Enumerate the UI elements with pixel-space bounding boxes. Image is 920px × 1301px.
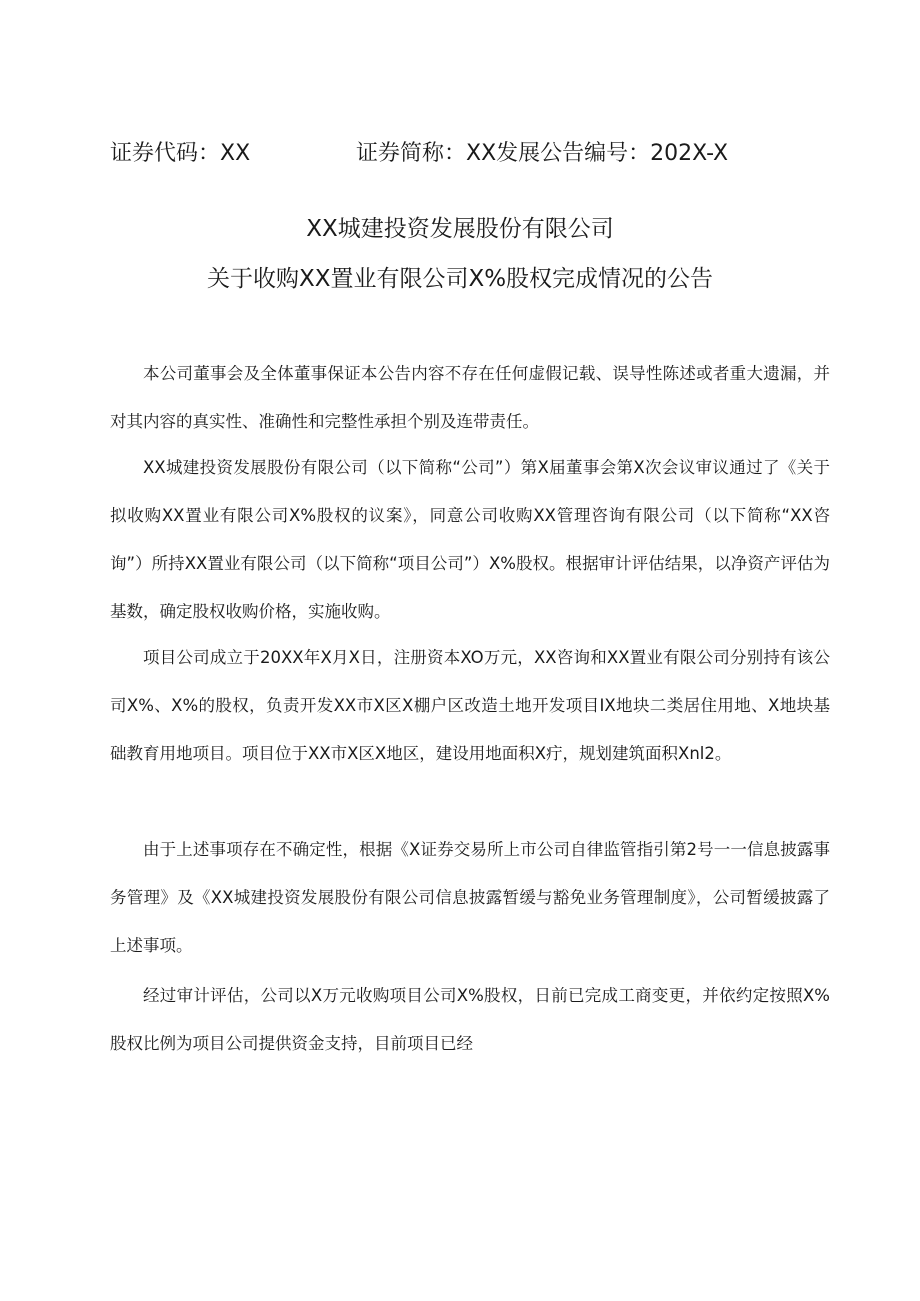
paragraph-deferred-disclosure: 由于上述事项存在不确定性，根据《X证券交易所上市公司自律监管指引第2号一一信息披露事务管理》及《XX城建投资发展股份有限公司信息披露暂缓与豁免业务管理制度》，公司暂缓披露了上述事项。 [110, 840, 830, 955]
paragraph-board-statement: 本公司董事会及全体董事保证本公告内容不存在任何虚假记载、误导性陈述或者重大遗漏，并对其内容的真实性、准确性和完整性承担个别及连带责任。 [110, 364, 830, 431]
company-name-title: XX城建投资发展股份有限公司 [306, 216, 614, 242]
paragraph-acquisition-progress: 经过审计评估，公司以X万元收购项目公司X%股权，日前已完成工商变更，并依约定按照X%股权比例为项目公司提供资金支持，目前项目已经 [110, 986, 830, 1053]
paragraph-board-resolution: XX城建投资发展股份有限公司（以下简称“公司”）第X届董事会第X次会议审议通过了《关于拟收购XX置业有限公司X%股权的议案》，同意公司收购XX管理咨询有限公司（以下简称“XX咨询”）所持XX置业有限公司（以下简称“项目公司”）X%股权。根据审计评估结果，以净资产评估为基数，确定股权收购价格，实施收购。 [110, 458, 830, 621]
announcement-title: 关于收购XX置业有限公司X%股权完成情况的公告 [206, 266, 714, 292]
stock-code: 证券代码：XX [110, 141, 251, 166]
stock-abbreviation-and-number: 证券简称：XX发展公告编号：202X-X [356, 141, 729, 166]
paragraph-project-company: 项目公司成立于20XX年X月X日，注册资本XO万元，XX咨询和XX置业有限公司分别持有该公司X%、X%的股权，负责开发XX市X区X棚户区改造土地开发项目IX地块二类居住用地、X地块基础教育用地项目。项目位于XX市X区X地区，建设用地面积X疔，规划建筑面积Xnl2。 [110, 648, 830, 763]
announcement-header [110, 137, 810, 171]
